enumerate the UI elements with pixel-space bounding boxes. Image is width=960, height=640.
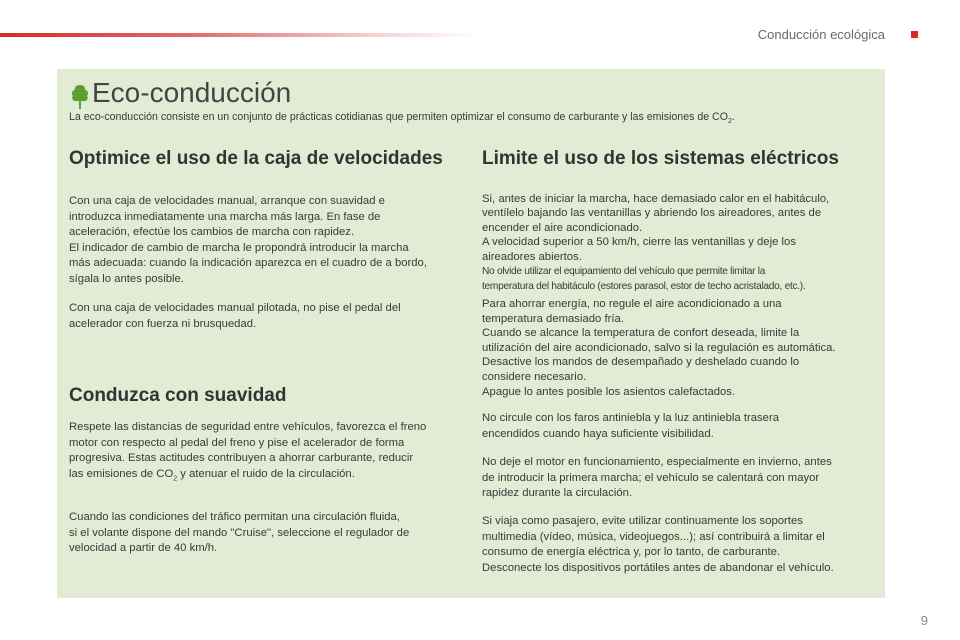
paragraph-gearbox-manual: Con una caja de velocidades manual, arranque con suavidad e introduzca inmediatamente una marcha más larga. En fase de aceleración, efectúe los cambios de marcha con rapidez. El indicador de cambio de marcha le propondrá introducir la marcha más adecuada: cuando la indicación aparezca en el cuadro de a bordo, sígala lo antes posible. [69, 195, 427, 285]
tree-icon [70, 84, 90, 110]
paragraph-air-conditioning: Para ahorrar energía, no regule el aire acondicionado a una temperatura demasiado fría. Cuando se alcance la temperatura de confort deseada, limite la utilización del aire acondicionado, salvo si la regulación es automática. Desactive los mandos de desempañado y deshelado cuando lo considere necesario. Apague lo antes posible los asientos calefactados. [482, 298, 836, 398]
heading-electrical-systems: Limite el uso de los sistemas eléctricos [482, 148, 839, 169]
paragraph-engine-idle: No deje el motor en funcionamiento, especialmente en invierno, antes de introducir la primera marcha; el vehículo se calentará con mayor rapidez durante la circulación. [482, 456, 832, 500]
section-title: Conducción ecológica [757, 27, 885, 42]
paragraph-multimedia: Si viaja como pasajero, evite utilizar continuamente los soportes multimedia (vídeo, música, videojuegos...); así contribuirá a limitar el consumo de energía eléctrica y, por lo tanto, de carburante. Desconecte los dispositivos portátiles antes de abandonar el vehículo. [482, 515, 834, 574]
heading-smooth-driving: Conduzca con suavidad [69, 385, 287, 406]
paragraph-safety-distance: Respete las distancias de seguridad entre vehículos, favorezca el freno motor con respecto al pedal del freno y pise el acelerador de forma progresiva. Estas actitudes contribuyen a ahorrar carburante, reducir las emisiones de $CO_2$ y atenuar el ruido de la circulación. [69, 421, 427, 483]
intro-text: La eco-conducción consiste en un conjunto de prácticas cotidianas que permiten optimizar el consumo de carburante y las emisiones de $CO_2$. [69, 111, 735, 126]
paragraph-ventilation: Si, antes de iniciar la marcha, hace demasiado calor en el habitáculo, ventílelo bajando las ventanillas y abriendo los aireadores, antes de encender el aire acondicionado. A velocidad superior a 50 km/h, cierre las ventanillas y deje los aireadores abiertos. No olvide utilizar el equipamiento del vehículo que permite limitar la temperatura del habitáculo (estores parasol, estor de techo acristalado, etc.). [482, 193, 830, 293]
header-accent-bar [0, 33, 480, 37]
paragraph-fog-lights: No circule con los faros antiniebla y la luz antiniebla trasera encendidos cuando haya suficiente visibilidad. [482, 412, 780, 440]
section-marker [911, 31, 918, 38]
page-title: Eco-conducción [92, 77, 292, 108]
paragraph-gearbox-piloted: Con una caja de velocidades manual pilotada, no pise el pedal del acelerador con fuerza ni brusquedad. [69, 302, 401, 330]
heading-gearbox: Optimice el uso de la caja de velocidades [69, 148, 443, 169]
paragraph-cruise: Cuando las condiciones del tráfico permitan una circulación fluida, si el volante dispone del mando "Cruise", seleccione el regulador de velocidad a partir de 40 km/h. [69, 511, 410, 555]
page-number: 9 [920, 613, 928, 628]
